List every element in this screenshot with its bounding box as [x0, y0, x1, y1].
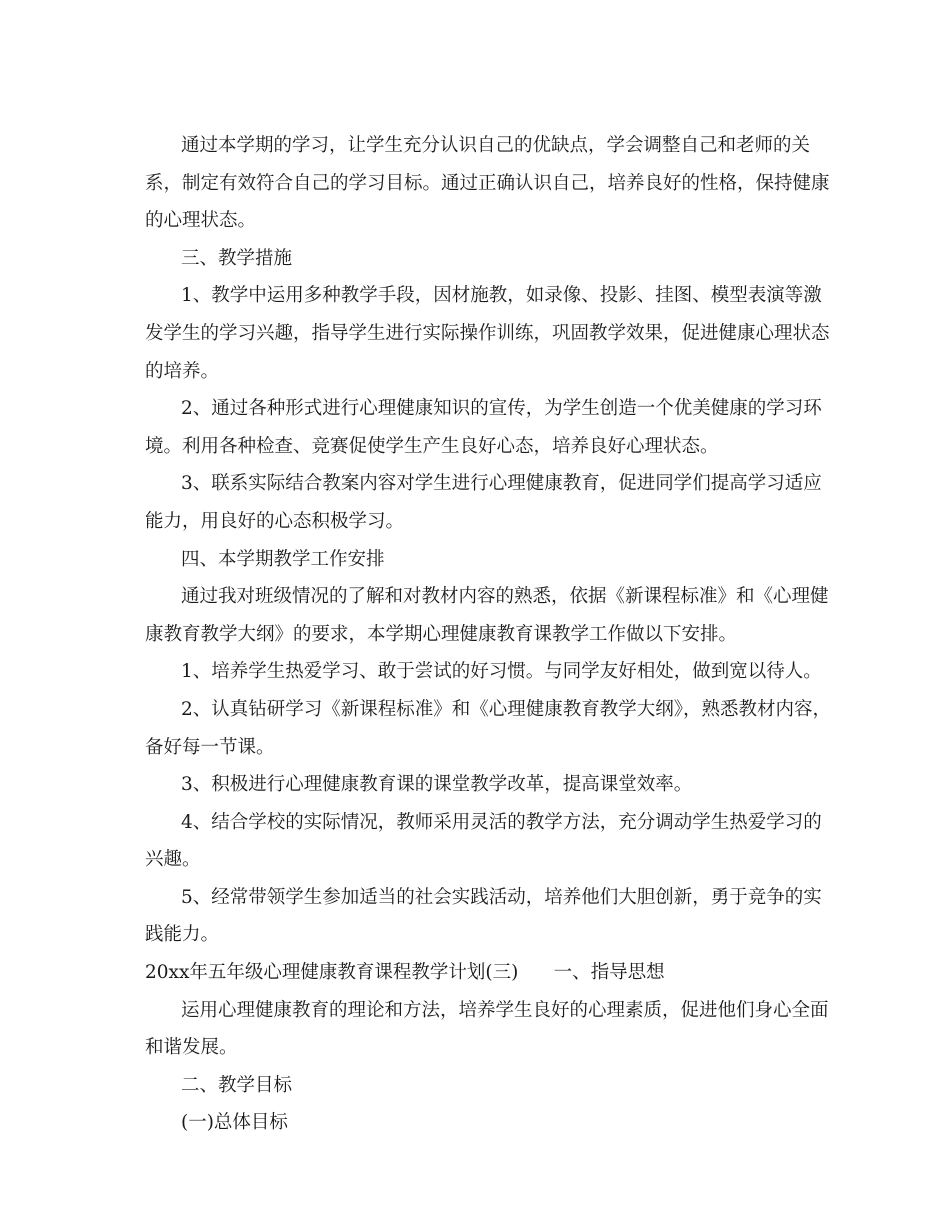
- paragraph-arrangement-intro: 通过我对班级情况的了解和对教材内容的熟悉，依据《新课程标准》和《心理健康教育教学大纲》的要求，本学期心理健康教育课教学工作做以下安排。: [145, 586, 829, 645]
- paragraph-guiding-thought: 运用心理健康教育的理论和方法，培养学生良好的心理素质，促进他们身心全面和谐发展。: [145, 999, 829, 1059]
- paragraph-arrangement-5: 5、经常带领学生参加适当的社会实践活动，培养他们大胆创新，勇于竞争的实践能力。: [145, 886, 822, 946]
- paragraph-measure-1: 1、教学中运用多种教学手段，因材施教，如录像、投影、挂图、模型表演等激发学生的学习兴趣，指导学生进行实际操作训练，巩固教学效果，促进健康心理状态的培养。: [145, 285, 830, 382]
- plan-title-line: 20xx年五年级心理健康教育课程教学计划(三) 一、指导思想: [145, 962, 665, 984]
- paragraph-learning-goal: 通过本学期的学习，让学生充分认识自己的优缺点，学会调整自己和老师的关系，制定有效符合自己的学习目标。通过正确认识自己，培养良好的性格，保持健康的心理状态。: [145, 135, 830, 232]
- document-body: [145, 127, 835, 1142]
- section-heading-teaching-measures: 三、教学措施: [181, 247, 293, 269]
- paragraph-measure-2: 2、通过各种形式进行心理健康知识的宣传，为学生创造一个优美健康的学习环境。利用各种检查、竞赛促使学生产生良好心态，培养良好心理状态。: [145, 398, 822, 457]
- paragraph-measure-3: 3、联系实际结合教案内容对学生进行心理健康教育，促进同学们提高学习适应能力，用良好的心态积极学习。: [145, 473, 822, 532]
- section-heading-teaching-goals: 二、教学目标: [181, 1074, 293, 1096]
- subheading-overall-goal: (一)总体目标: [181, 1112, 288, 1134]
- section-heading-semester-arrangement: 四、本学期教学工作安排: [181, 548, 385, 570]
- paragraph-arrangement-2: 2、认真钻研学习《新课程标准》和《心理健康教育教学大纲》，熟悉教材内容，备好每一节课。: [145, 698, 832, 758]
- paragraph-arrangement-3: 3、积极进行心理健康教育课的课堂教学改革，提高课堂效率。: [181, 774, 693, 796]
- paragraph-arrangement-4: 4、结合学校的实际情况，教师采用灵活的教学方法，充分调动学生热爱学习的兴趣。: [145, 811, 822, 871]
- paragraph-arrangement-1: 1、培养学生热爱学习、敢于尝试的好习惯。与同学友好相处，做到宽以待人。: [181, 661, 822, 683]
